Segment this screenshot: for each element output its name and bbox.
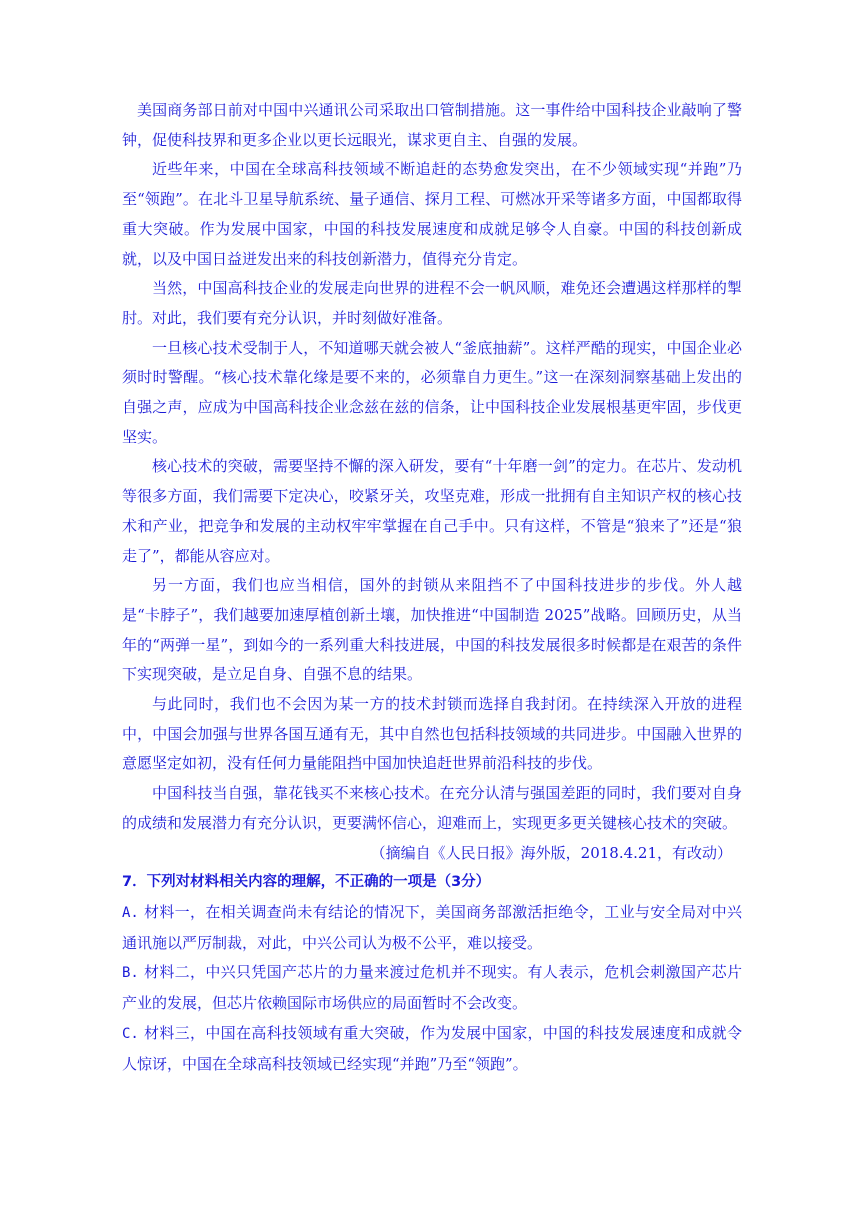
- article-paragraph: 中国科技当自强，靠花钱买不来核心技术。在充分认清与强国差距的同时，我们要对自身的成绩和发展潜力有充分认识，更要满怀信心，迎难而上，实现更多更关键核心技术的突破。: [122, 784, 742, 832]
- question-block: [122, 868, 742, 1079]
- article-paragraph: 另一方面，我们也应当相信，国外的封锁从来阻挡不了中国科技进步的步伐。外人越是“卡脖子”，我们越要加速厚植创新土壤，加快推进“中国制造 2025”战略。回顾历史，从当年的“两弹一星”，到如今的一系列重大科技进展，中国的科技发展很多时候都是在艰苦的条件下实现突破，是立足自身、自强不息的结果。: [122, 576, 742, 684]
- question-stem: 7．下列对材料相关内容的理解，不正确的一项是（3分）: [122, 874, 491, 891]
- article-paragraph: 当然，中国高科技企业的发展走向世界的进程不会一帆风顺，难免还会遭遇这样那样的掣肘。对此，我们要有充分认识，并时刻做好准备。: [122, 279, 742, 327]
- answer-option-c[interactable]: [122, 1019, 742, 1079]
- option-letter: B.: [122, 965, 139, 982]
- article-body: [122, 96, 742, 868]
- option-letter: C.: [122, 1025, 139, 1042]
- article-paragraph: 近些年来，中国在全球高科技领域不断追赶的态势愈发突出，在不少领域实现“并跑”乃至“领跑”。在北斗卫星导航系统、量子通信、探月工程、可燃冰开采等诸多方面，中国都取得重大突破。作为发展中国家，中国的科技发展速度和成就足够令人自豪。中国的科技创新成就，以及中国日益迸发出来的科技创新潜力，值得充分肯定。: [122, 160, 742, 268]
- article-paragraph: 与此同时，我们也不会因为某一方的技术封锁而选择自我封闭。在持续深入开放的进程中，中国会加强与世界各国互通有无，其中自然也包括科技领域的共同进步。中国融入世界的意愿坚定如初，没有任何力量能阻挡中国加快追赶世界前沿科技的步伐。: [122, 695, 742, 773]
- answer-option-b[interactable]: [122, 958, 742, 1018]
- article-source-citation: （摘编自《人民日报》海外版，2018.4.21，有改动）: [370, 843, 732, 862]
- option-text: 材料二，中兴只凭国产芯片的力量来渡过危机并不现实。有人表示，危机会刺激国产芯片产业的发展，但芯片依赖国际市场供应的局面暂时不会改变。: [122, 963, 742, 1013]
- article-paragraph: 核心技术的突破，需要坚持不懈的深入研发，要有“十年磨一剑”的定力。在芯片、发动机等很多方面，我们需要下定决心，咬紧牙关，攻坚克难，形成一批拥有自主知识产权的核心技术和产业，把竞争和发展的主动权牢牢掌握在自己手中。只有这样，不管是“狼来了”还是“狼走了”，都能从容应对。: [122, 457, 742, 565]
- answer-option-a[interactable]: [122, 898, 742, 958]
- option-letter: A.: [122, 904, 139, 921]
- option-text: 材料一，在相关调查尚未有结论的情况下，美国商务部激活拒绝令，工业与安全局对中兴通讯施以严厉制裁，对此，中兴公司认为极不公平，难以接受。: [122, 902, 742, 952]
- option-text: 材料三，中国在高科技领域有重大突破，作为发展中国家，中国的科技发展速度和成就令人惊讶，中国在全球高科技领域已经实现“并跑”乃至“领跑”。: [122, 1023, 742, 1073]
- article-paragraph: 一旦核心技术受制于人，不知道哪天就会被人“釜底抽薪”。这样严酷的现实，中国企业必须时时警醒。“核心技术靠化缘是要不来的，必须靠自力更生。”这一在深刻洞察基础上发出的自强之声，应成为中国高科技企业念兹在兹的信条，让中国科技企业发展根基更牢固，步伐更坚实。: [122, 338, 742, 446]
- article-paragraph: 美国商务部日前对中国中兴通讯公司采取出口管制措施。这一事件给中国科技企业敲响了警钟，促使科技界和更多企业以更长远眼光，谋求更自主、自强的发展。: [122, 101, 742, 149]
